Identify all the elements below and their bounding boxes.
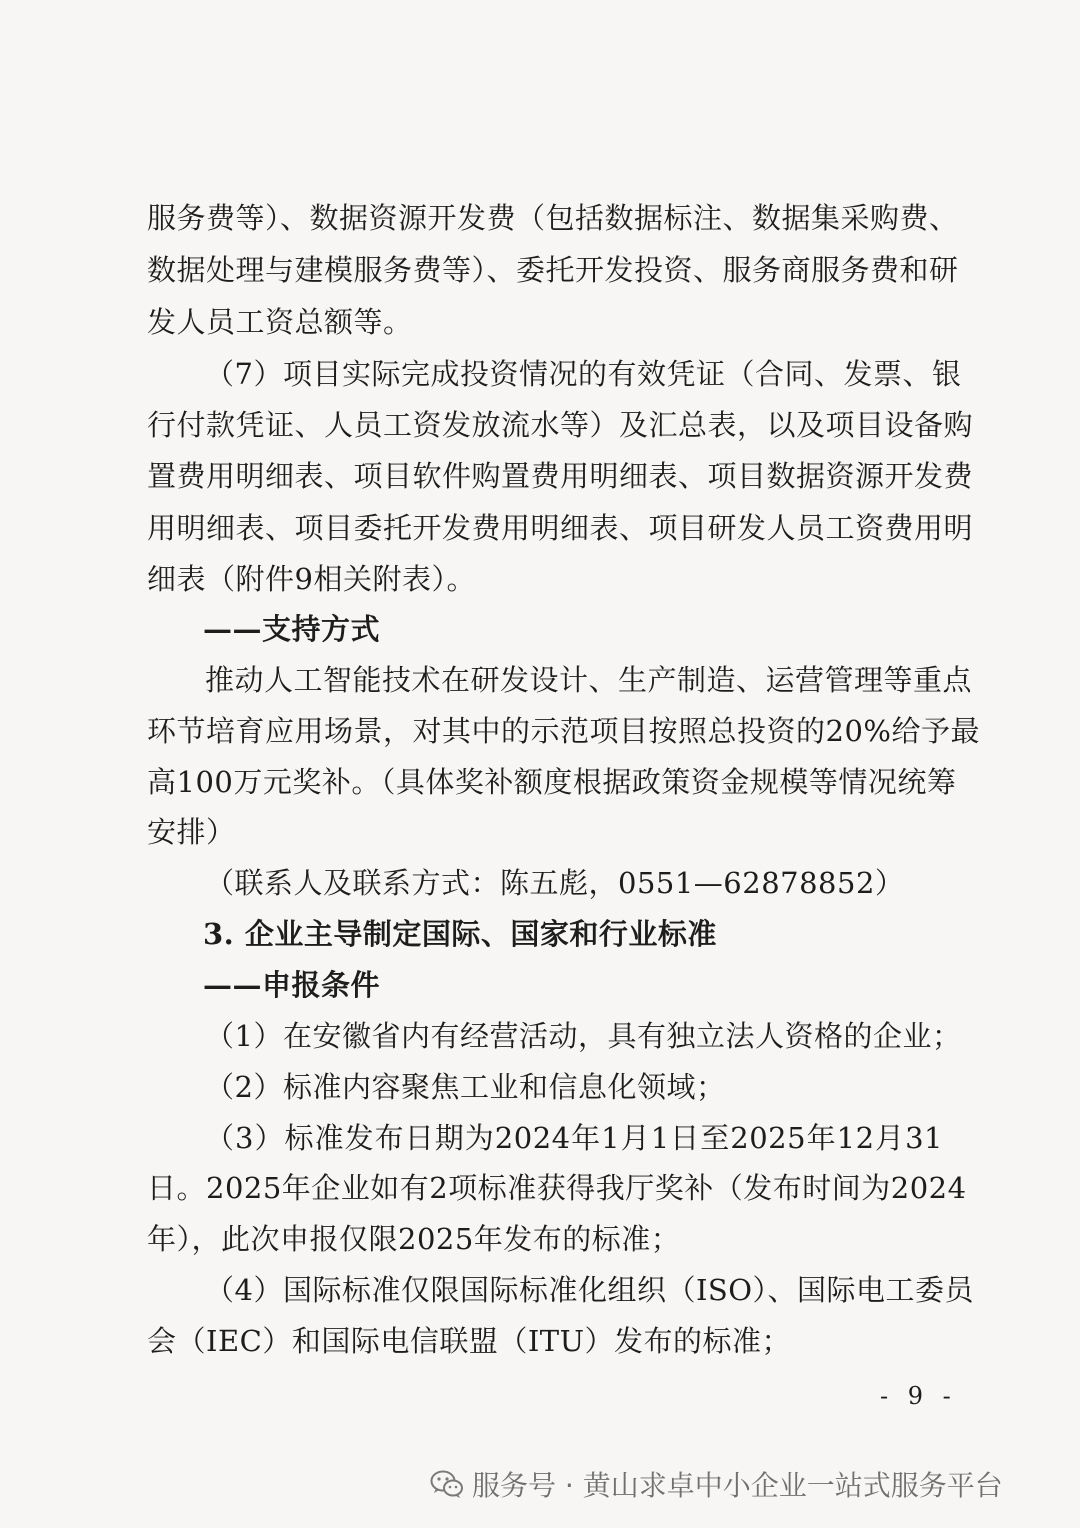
body-line: 数据处理与建模服务费等）、委托开发投资、服务商服务费和研: [147, 253, 959, 287]
body-line: （2）标准内容聚焦工业和信息化领域；: [205, 1070, 726, 1104]
body-line: （3）标准发布日期为2024年1月1日至2025年12月31: [205, 1121, 943, 1155]
body-line: 环节培育应用场景，对其中的示范项目按照总投资的20%给予最: [147, 714, 980, 748]
body-line: （4）国际标准仅限国际标准化组织（ISO）、国际电工委员: [205, 1273, 975, 1307]
body-line: 行付款凭证、人员工资发放流水等）及汇总表，以及项目设备购: [147, 408, 974, 442]
wechat-icon: [430, 1469, 464, 1499]
footer-text: 服务号 · 黄山求卓中小企业一站式服务平台: [472, 1469, 1003, 1502]
section-heading-conditions: ——申报条件: [203, 968, 381, 1002]
body-line: （7）项目实际完成投资情况的有效凭证（合同、发票、银: [205, 357, 962, 391]
body-line: 日。2025年企业如有2项标准获得我厅奖补（发布时间为2024: [147, 1171, 967, 1205]
body-line: 发人员工资总额等。: [147, 305, 413, 339]
body-line: 推动人工智能技术在研发设计、生产制造、运营管理等重点: [205, 663, 973, 697]
body-line: 高100万元奖补。（具体奖补额度根据政策资金规模等情况统筹: [147, 765, 957, 799]
section-heading-support: ——支持方式: [203, 612, 381, 646]
body-line: 服务费等）、数据资源开发费（包括数据标注、数据集采购费、: [147, 201, 959, 235]
body-line: 年），此次申报仅限2025年发布的标准；: [147, 1222, 681, 1256]
body-line: 安排）: [147, 815, 236, 849]
body-line: 用明细表、项目委托开发费用明细表、项目研发人员工资费用明: [147, 511, 974, 545]
contact-line: （联系人及联系方式：陈五彪，0551—62878852）: [205, 866, 905, 900]
section-heading-standards: 3. 企业主导制定国际、国家和行业标准: [203, 917, 717, 951]
body-line: 细表（附件9相关附表）。: [147, 562, 476, 596]
body-line: 置费用明细表、项目软件购置费用明细表、项目数据资源开发费: [147, 459, 974, 493]
footer-watermark[interactable]: [430, 1462, 1003, 1506]
body-line: （1）在安徽省内有经营活动，具有独立法人资格的企业；: [205, 1019, 962, 1053]
body-line: 会（IEC）和国际电信联盟（ITU）发布的标准；: [147, 1324, 792, 1358]
page-number: - 9 -: [880, 1382, 957, 1410]
